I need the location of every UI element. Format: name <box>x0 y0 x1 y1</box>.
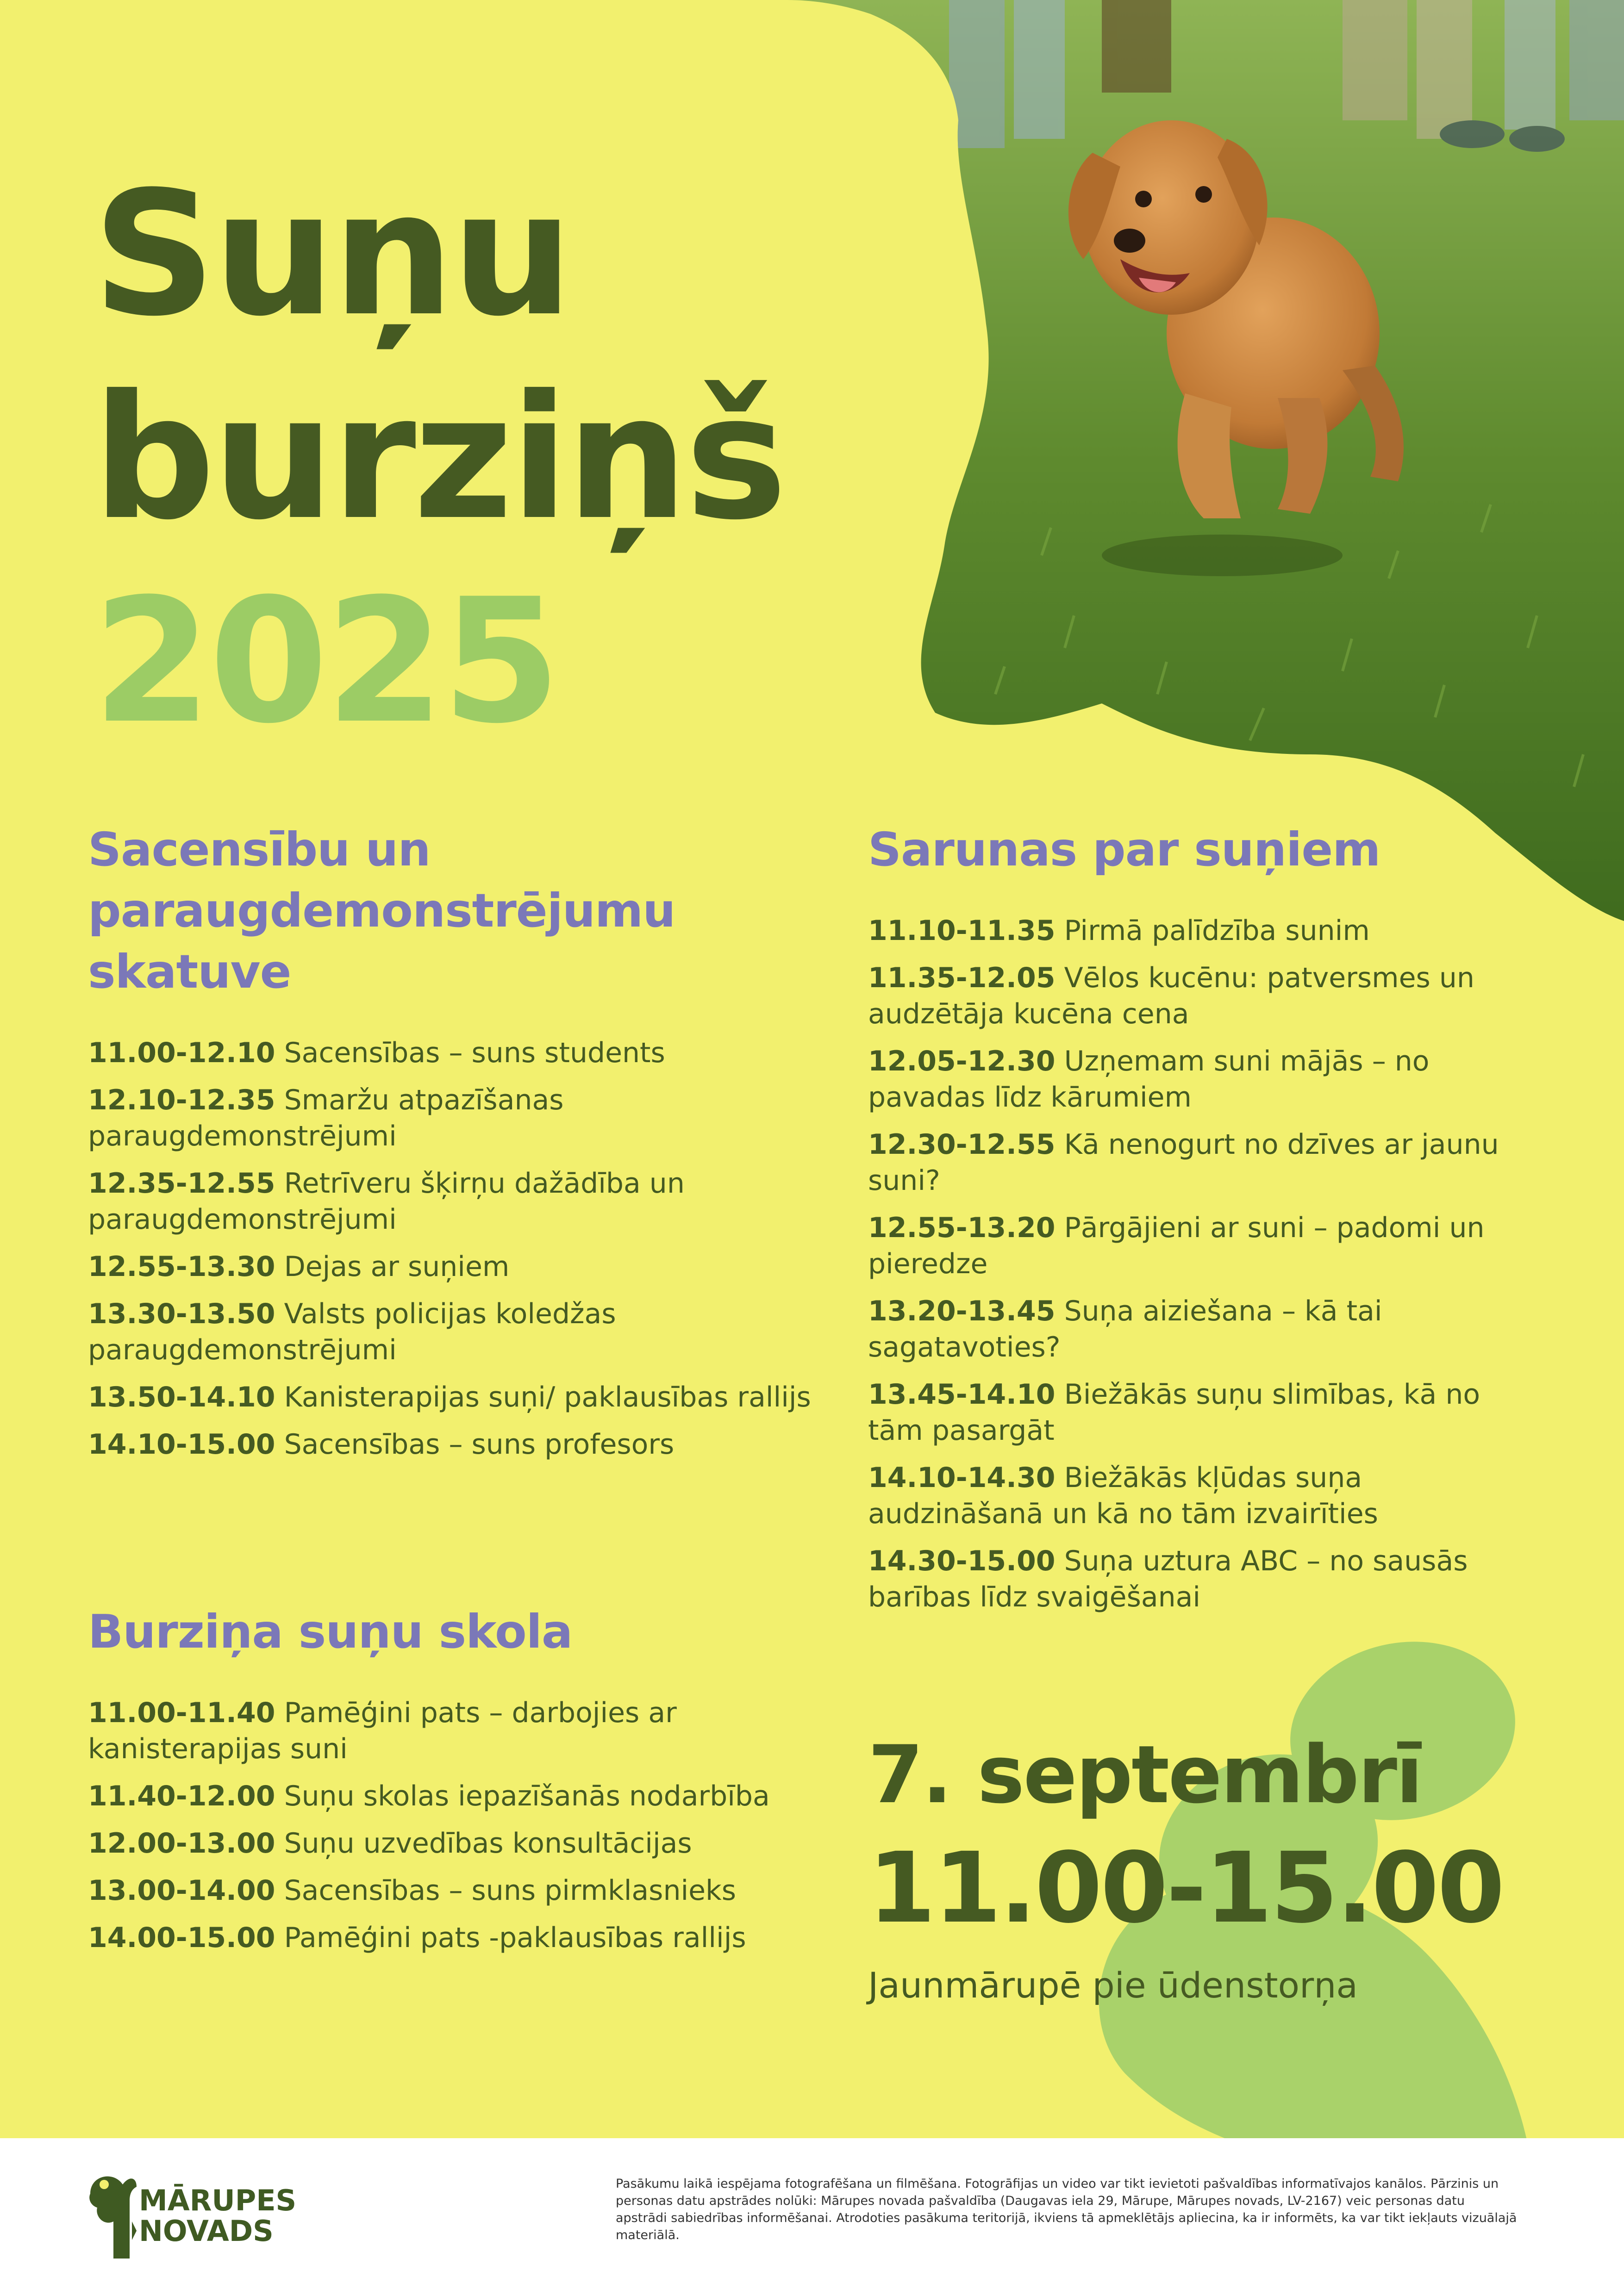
schedule-time: 13.45-14.10 <box>868 1378 1056 1411</box>
schedule-time: 12.55-13.20 <box>868 1212 1056 1244</box>
logo-line-2: NOVADS <box>139 2214 274 2248</box>
schedule-time: 11.10-11.35 <box>868 915 1056 947</box>
schedule-text: Suņa aiziešana – kā tai sagatavoties? <box>868 1295 1382 1363</box>
schedule-item <box>88 1249 852 1285</box>
schedule-item <box>868 1293 1539 1365</box>
schedule-text: Retrīveru šķirņu dažādība un paraugdemonstrējumi <box>88 1167 685 1236</box>
schedule-time: 13.00-14.00 <box>88 1874 275 1907</box>
schedule-time: 11.35-12.05 <box>868 962 1056 994</box>
schedule-item <box>88 1296 852 1368</box>
schedule-text: Kanisterapijas suņi/ paklausības rallijs <box>284 1381 811 1413</box>
stage-heading-line: Sacensību un <box>88 822 431 877</box>
event-title <box>93 153 785 764</box>
stage-heading <box>88 819 852 1002</box>
schedule-item <box>88 1165 852 1238</box>
event-hours: 11.00-15.00 <box>868 1831 1503 1945</box>
schedule-text: Uzņemam suni mājās – no pavadas līdz kārumiem <box>868 1045 1430 1114</box>
schedule-text: Sacensības – suns students <box>284 1037 665 1069</box>
schedule-time: 11.40-12.00 <box>88 1780 275 1812</box>
schedule-item <box>88 1035 852 1071</box>
schedule-time: 12.35-12.55 <box>88 1167 275 1200</box>
school-heading: Burziņa suņu skola <box>88 1605 573 1659</box>
schedule-text: Kā nenogurt no dzīves ar jaunu suni? <box>868 1128 1499 1197</box>
schedule-item <box>868 960 1539 1032</box>
event-location: Jaunmārupē pie ūdenstorņa <box>868 1965 1358 2006</box>
schedule-time: 14.10-14.30 <box>868 1462 1056 1494</box>
schedule-item <box>88 1695 852 1767</box>
logo-text <box>139 2185 296 2246</box>
schedule-text: Sacensības – suns pirmklasnieks <box>284 1874 737 1907</box>
schedule-text: Suņu skolas iepazīšanās nodarbība <box>284 1780 770 1812</box>
schedule-text: Pirmā palīdzība sunim <box>1064 915 1370 947</box>
event-date-block <box>868 1722 1562 2013</box>
schedule-text: Pārgājieni ar suni – padomi un pieredze <box>868 1212 1485 1280</box>
schedule-time: 14.10-15.00 <box>88 1428 275 1461</box>
schedule-item <box>868 1210 1539 1282</box>
title-year: 2025 <box>93 562 558 761</box>
stage-schedule <box>88 819 852 1474</box>
schedule-item <box>868 1376 1539 1449</box>
footer <box>0 2138 1624 2296</box>
schedule-item <box>868 913 1539 949</box>
logo-line-1: MĀRUPES <box>139 2184 297 2217</box>
schedule-text: Dejas ar suņiem <box>284 1251 510 1283</box>
schedule-item <box>88 1082 852 1154</box>
event-date: 7. septembrī <box>868 1728 1422 1821</box>
schedule-time: 13.50-14.10 <box>88 1381 275 1413</box>
schedule-text: Biežākās kļūdas suņa audzināšanā un kā no tām izvairīties <box>868 1462 1378 1530</box>
schedule-time: 11.00-11.40 <box>88 1697 275 1729</box>
schedule-time: 13.30-13.50 <box>88 1298 275 1330</box>
schedule-item <box>88 1873 852 1909</box>
schedule-item <box>868 1126 1539 1199</box>
school-schedule <box>88 1601 852 1967</box>
schedule-time: 12.55-13.30 <box>88 1251 275 1283</box>
schedule-item <box>88 1778 852 1814</box>
schedule-text: Pamēģini pats – darbojies ar kanisterapijas suni <box>88 1697 677 1765</box>
schedule-text: Smaržu atpazīšanas paraugdemonstrējumi <box>88 1084 564 1152</box>
schedule-time: 13.20-13.45 <box>868 1295 1056 1327</box>
stage-heading-line: skatuve <box>88 945 291 999</box>
stage-heading-line: paraugdemonstrējumu <box>88 884 675 938</box>
talks-heading: Sarunas par suņiem <box>868 822 1380 877</box>
schedule-item <box>88 1426 852 1462</box>
schedule-text: Suņa uztura ABC – no sausās barības līdz svaigēšanai <box>868 1545 1468 1613</box>
schedule-time: 12.05-12.30 <box>868 1045 1056 1077</box>
schedule-time: 12.30-12.55 <box>868 1128 1056 1161</box>
schedule-time: 12.00-13.00 <box>88 1827 275 1860</box>
schedule-text: Vēlos kucēnu: patversmes un audzētāja kucēna cena <box>868 962 1474 1030</box>
schedule-text: Biežākās suņu slimības, kā no tām pasargāt <box>868 1378 1480 1447</box>
schedule-text: Sacensības – suns profesors <box>284 1428 675 1461</box>
schedule-item <box>868 1460 1539 1532</box>
schedule-item <box>868 1543 1539 1615</box>
schedule-item <box>88 1825 852 1861</box>
schedule-text: Valsts policijas koledžas paraugdemonstrējumi <box>88 1298 616 1366</box>
schedule-text: Pamēģini pats -paklausības rallijs <box>284 1922 746 1954</box>
title-line-1: Suņu <box>93 155 571 354</box>
schedule-time: 11.00-12.10 <box>88 1037 275 1069</box>
schedule-item <box>868 1043 1539 1115</box>
schedule-time: 14.30-15.00 <box>868 1545 1056 1577</box>
schedule-item <box>88 1379 852 1415</box>
talks-schedule <box>868 819 1539 1626</box>
schedule-time: 14.00-15.00 <box>88 1922 275 1954</box>
privacy-disclaimer: Pasākumu laikā iespējama fotografēšana un filmēšana. Fotogrāfijas un video var tikt ievietoti pašvaldības informatīvajos kanālos. Pārzinis un personas datu apstrādes nolūki: Mārupes novada pašvaldība (Daugavas iela 29, Mārupe, Mārupes novads, LV-2167) veic personas datu apstrādi sabiedrības informēšanai. Atrodoties pasākuma teritorijā, ikviens tā apmeklētājs apliecina, ka ir informēts, ka var tikt iekļauts vizuālajā materiālā. <box>616 2177 1517 2242</box>
schedule-text: Suņu uzvedības konsultācijas <box>284 1827 692 1860</box>
schedule-item <box>88 1920 852 1956</box>
title-line-2: burziņš <box>93 359 785 558</box>
schedule-time: 12.10-12.35 <box>88 1084 275 1116</box>
